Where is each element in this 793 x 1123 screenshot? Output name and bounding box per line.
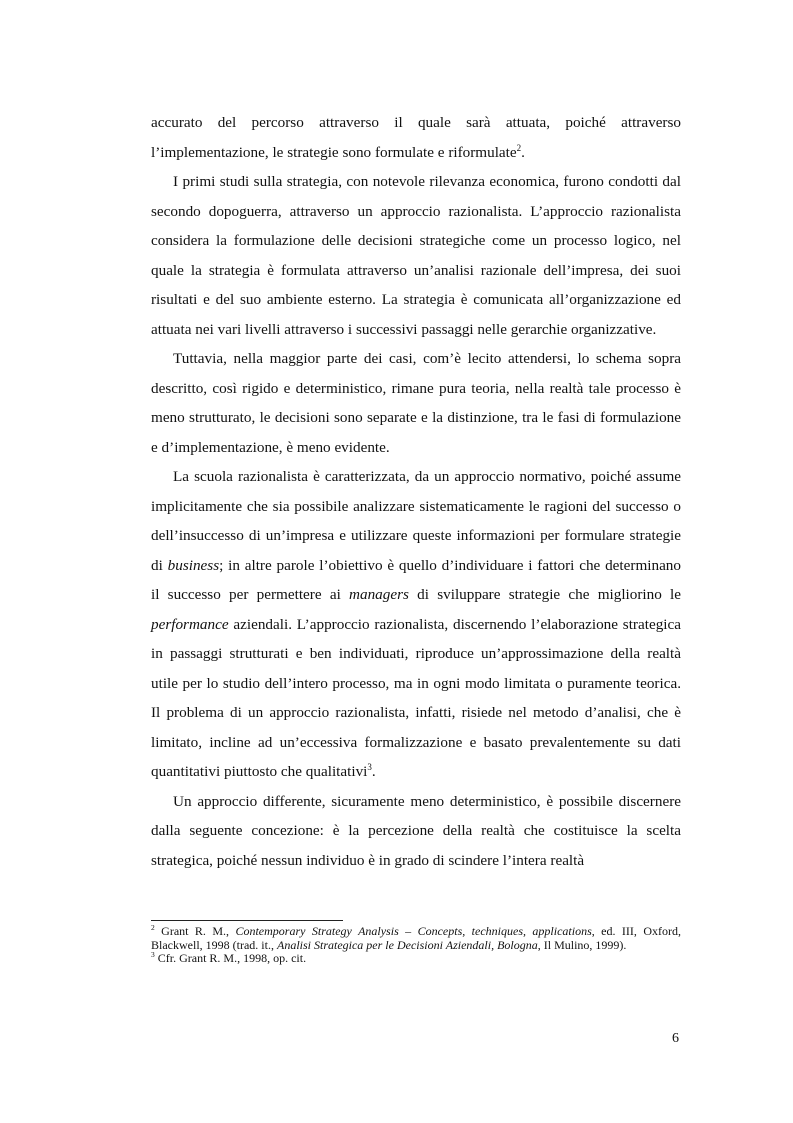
- book-title: Analisi Strategica per le Decisioni Aziendali, Bologna: [276, 937, 538, 952]
- text-run: Un approccio differente, sicuramente meno deterministico, è possibile discernere dalla seguente concezione: è la percezione della realtà che costituisce la scelta strategica, poiché nessun individuo è in grado di scindere l’intera realtà: [151, 792, 681, 869]
- text-run: Grant R. M.,: [154, 924, 236, 938]
- paragraph: [151, 787, 681, 876]
- text-run: I primi studi sulla strategia, con notevole rilevanza economica, furono condotti dal secondo dopoguerra, attraverso un approccio razionalista. L’approccio razionalista considera la formulazione delle decisioni strategiche come un processo logico, nel quale la strategia è formulata attraverso un’analisi razionale dell’impresa, dei suoi risultati e del suo ambiente esterno. La strategia è comunicata all’organizzazione ed attuata nei vari livelli attraverso i successivi passaggi nelle gerarchie organizzative.: [151, 173, 681, 338]
- text-run: Cfr. Grant R. M., 1998, op. cit.: [154, 951, 307, 966]
- footnote-divider: [151, 920, 343, 921]
- body-text: [151, 108, 681, 875]
- text-run: aziendali. L’approccio razionalista, discernendo l’elaborazione strategica in passaggi strutturati e ben individuati, riproduce un’approssimazione della realtà utile per lo studio dell’intero processo, ma in ogni modo limitata o puramente teorica. Il problema di un approccio razionalista, infatti, risiede nel metodo d’analisi, che è limitato, incline ad un’eccessiva formalizzazione e basato prevalentemente su dati quantitativi piuttosto che qualitativi: [151, 615, 681, 780]
- italic-term: performance: [151, 615, 229, 633]
- footnote: [151, 952, 681, 966]
- footnote-ref[interactable]: 3: [367, 761, 372, 772]
- italic-term: business: [167, 556, 220, 574]
- text-run: ; in altre parole l’obiettivo è quello d’individuare i fattori che determinano il successo per permettere ai: [151, 556, 681, 603]
- text-run: accurato del percorso attraverso il quale sarà attuata, poiché attraverso l’implementazione, le strategie sono formulate e riformulate: [151, 114, 681, 161]
- footnote-number: 2: [151, 923, 155, 932]
- text-run: , ed. III, Oxford, Blackwell, 1998 (trad. it.,: [151, 924, 681, 952]
- footnote-ref[interactable]: 2: [516, 142, 522, 153]
- paragraph: [151, 462, 681, 787]
- paragraph: [151, 167, 681, 344]
- footnote-number: 3: [151, 950, 155, 960]
- book-title: Contemporary Strategy Analysis – Concepts, techniques, applications: [235, 924, 592, 938]
- text-run: .: [521, 143, 525, 161]
- page-number: 6: [672, 1031, 679, 1046]
- text-run: Tuttavia, nella maggior parte dei casi, com’è lecito attendersi, lo schema sopra descritto, così rigido e deterministico, rimane pura teoria, nella realtà tale processo è meno strutturato, le decisioni sono separate e la distinzione, tra le fasi di formulazione e d’implementazione, è meno evidente.: [151, 350, 681, 456]
- footnotes: [151, 925, 681, 966]
- footnote: [151, 925, 681, 952]
- text-run: La scuola razionalista è caratterizzata, da un approccio normativo, poiché assume implicitamente che sia possibile analizzare sistematicamente le ragioni del successo o dell’insuccesso di un’impresa e utilizzare queste informazioni per formulare strategie di: [151, 468, 681, 574]
- text-run: di sviluppare strategie che migliorino le: [408, 586, 682, 603]
- italic-term: managers: [349, 586, 409, 603]
- text-run: , Il Mulino, 1999).: [537, 937, 627, 952]
- paragraph: [151, 344, 681, 462]
- paragraph: [151, 108, 681, 167]
- text-run: .: [371, 763, 376, 780]
